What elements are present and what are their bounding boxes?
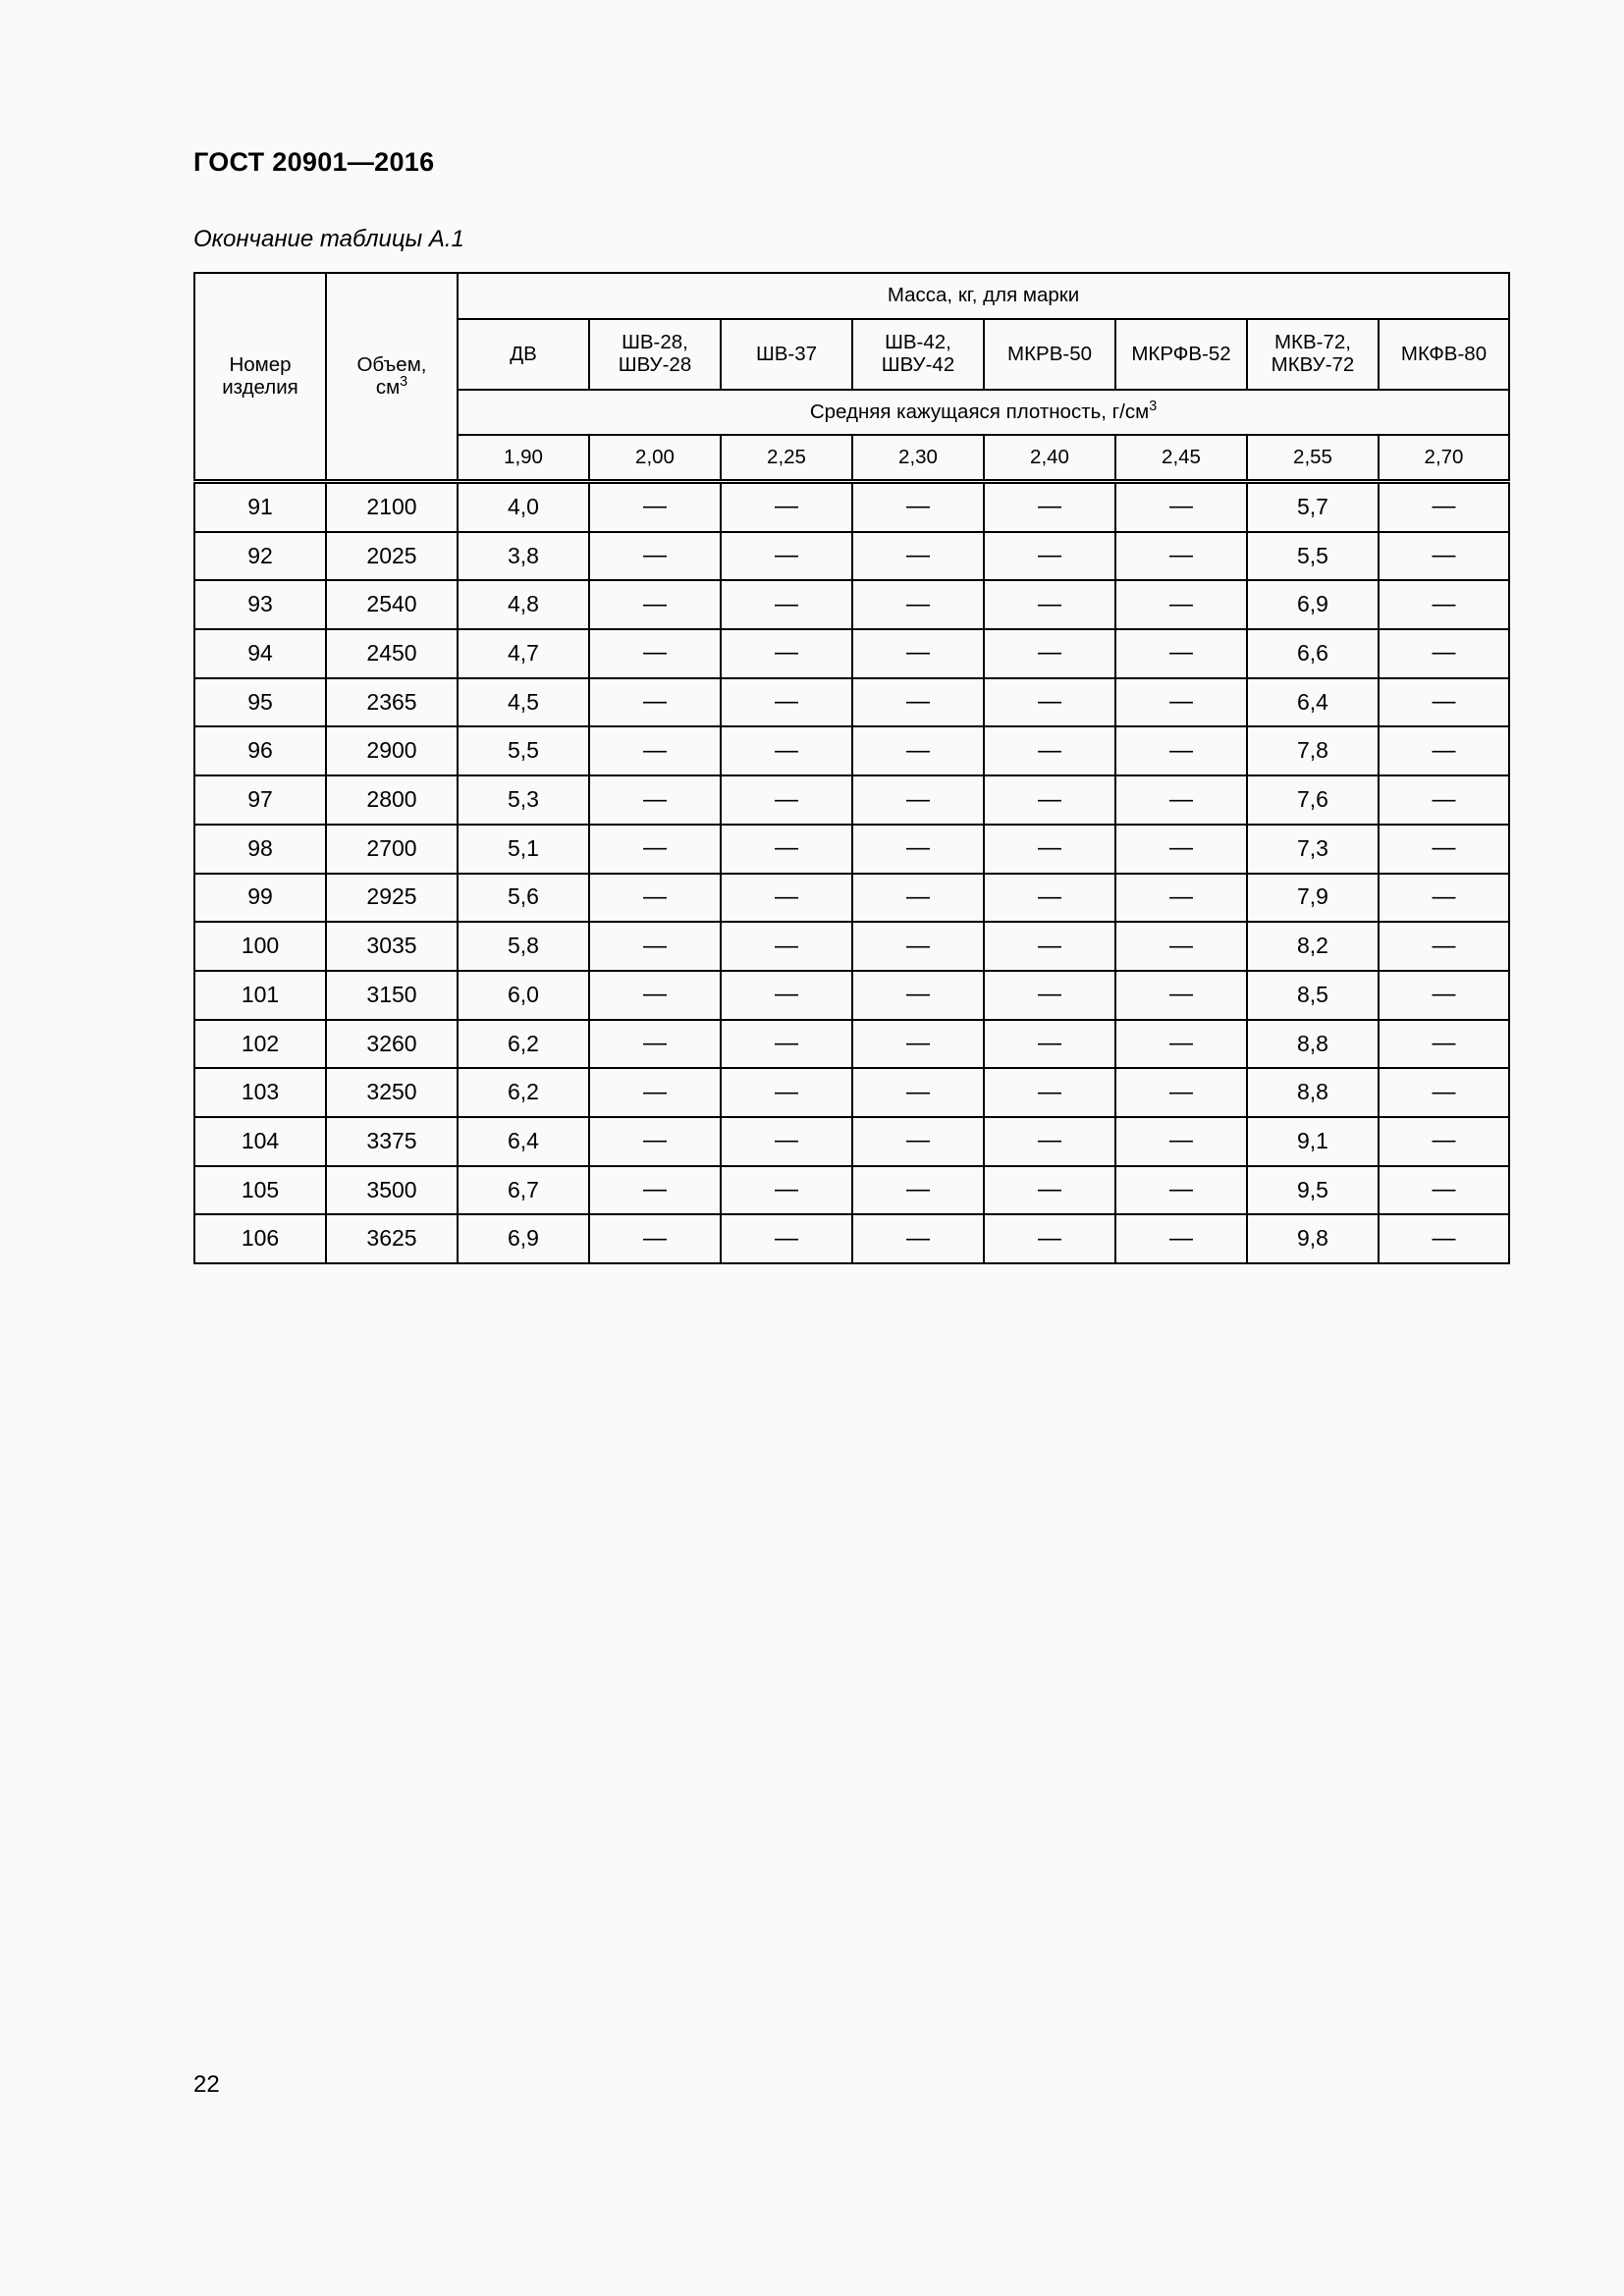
grade-header-cell: ШВ-28, ШВУ-28 — [589, 319, 721, 390]
table-cell: 105 — [194, 1166, 326, 1215]
table-cell: — — [721, 1166, 852, 1215]
table-cell: — — [589, 1068, 721, 1117]
density-cell: 2,55 — [1247, 435, 1379, 482]
table-row — [194, 874, 1509, 923]
table-cell: — — [852, 629, 984, 678]
table-cell: — — [589, 874, 721, 923]
table-cell: 6,9 — [458, 1214, 589, 1263]
table-cell: — — [1115, 1117, 1247, 1166]
table-cell: 98 — [194, 825, 326, 874]
table-cell: 4,7 — [458, 629, 589, 678]
table-cell: — — [984, 1117, 1115, 1166]
table-cell: — — [721, 922, 852, 971]
header-density-sup: 3 — [1149, 398, 1158, 414]
table-cell: 106 — [194, 1214, 326, 1263]
table-cell: 7,6 — [1247, 775, 1379, 825]
table-cell: 7,3 — [1247, 825, 1379, 874]
table-cell: 5,5 — [458, 726, 589, 775]
table-caption: Окончание таблицы А.1 — [193, 226, 464, 252]
table-cell: — — [1115, 874, 1247, 923]
table-cell: 92 — [194, 532, 326, 581]
table-cell: — — [1379, 971, 1509, 1020]
table-cell: 8,5 — [1247, 971, 1379, 1020]
table-cell: 3250 — [326, 1068, 458, 1117]
table-row — [194, 775, 1509, 825]
table-cell: — — [984, 825, 1115, 874]
table-cell: — — [984, 482, 1115, 532]
table-cell: — — [852, 1166, 984, 1215]
table-cell: — — [984, 874, 1115, 923]
table-cell: — — [1115, 775, 1247, 825]
table-cell: — — [984, 629, 1115, 678]
table-cell: 103 — [194, 1068, 326, 1117]
table-cell: 5,5 — [1247, 532, 1379, 581]
table-row — [194, 825, 1509, 874]
table-cell: — — [589, 726, 721, 775]
density-cell: 2,40 — [984, 435, 1115, 482]
grade-header-cell: МКРВ-50 — [984, 319, 1115, 390]
table-cell: 93 — [194, 580, 326, 629]
table-cell: — — [589, 1166, 721, 1215]
table-cell: — — [984, 726, 1115, 775]
table-cell: 95 — [194, 678, 326, 727]
table-cell: 99 — [194, 874, 326, 923]
table-cell: — — [1115, 1166, 1247, 1215]
table-cell: — — [721, 1214, 852, 1263]
table-cell: 2450 — [326, 629, 458, 678]
document-code: ГОСТ 20901—2016 — [193, 147, 435, 177]
table-cell: — — [1115, 629, 1247, 678]
table-cell: — — [1379, 532, 1509, 581]
table-cell: 4,0 — [458, 482, 589, 532]
table-cell: — — [721, 726, 852, 775]
grade-header-cell: МКВ-72, МКВУ-72 — [1247, 319, 1379, 390]
table-cell: 8,2 — [1247, 922, 1379, 971]
table-cell: — — [984, 1166, 1115, 1215]
table-cell: — — [721, 874, 852, 923]
table-cell: — — [1379, 1214, 1509, 1263]
table-cell: 4,5 — [458, 678, 589, 727]
table-cell: — — [721, 1020, 852, 1069]
table-cell: — — [589, 532, 721, 581]
table-cell: 3,8 — [458, 532, 589, 581]
table-cell: — — [721, 678, 852, 727]
table-cell: — — [1115, 532, 1247, 581]
table-cell: — — [1115, 825, 1247, 874]
table-cell: — — [721, 825, 852, 874]
table-cell: 6,4 — [458, 1117, 589, 1166]
table-cell: — — [1115, 971, 1247, 1020]
table-cell: — — [1379, 825, 1509, 874]
table-cell: — — [721, 1117, 852, 1166]
grade-header-cell: МКРФВ-52 — [1115, 319, 1247, 390]
table-cell: — — [1379, 726, 1509, 775]
table-cell: — — [721, 482, 852, 532]
table-cell: — — [721, 629, 852, 678]
table-cell: 5,7 — [1247, 482, 1379, 532]
table-cell: 3625 — [326, 1214, 458, 1263]
table-cell: 6,2 — [458, 1020, 589, 1069]
table-cell: — — [1379, 482, 1509, 532]
table-cell: 8,8 — [1247, 1068, 1379, 1117]
table-body — [194, 482, 1509, 1264]
grade-header-cell: ДВ — [458, 319, 589, 390]
table-cell: — — [852, 874, 984, 923]
table-cell: 2800 — [326, 775, 458, 825]
table-cell: 3260 — [326, 1020, 458, 1069]
table-cell: — — [1115, 922, 1247, 971]
table-cell: — — [984, 580, 1115, 629]
table-cell: 91 — [194, 482, 326, 532]
table-cell: — — [1115, 678, 1247, 727]
table-row — [194, 1166, 1509, 1215]
table-cell: 2365 — [326, 678, 458, 727]
table-cell: 7,8 — [1247, 726, 1379, 775]
table-cell: — — [852, 775, 984, 825]
table-cell: — — [589, 1117, 721, 1166]
table-cell: — — [1115, 1068, 1247, 1117]
header-volume-label: Объем, — [356, 352, 427, 376]
table-cell: — — [852, 580, 984, 629]
header-density-label: Средняя кажущаяся плотность, г/см — [809, 400, 1150, 423]
table-row — [194, 1214, 1509, 1263]
table-cell: — — [1379, 1068, 1509, 1117]
table-cell: 6,9 — [1247, 580, 1379, 629]
table-cell: — — [984, 1214, 1115, 1263]
table-cell: — — [852, 678, 984, 727]
mass-table — [193, 272, 1510, 1264]
table-cell: 2540 — [326, 580, 458, 629]
table-cell: 5,8 — [458, 922, 589, 971]
table-cell: — — [984, 678, 1115, 727]
density-cell: 1,90 — [458, 435, 589, 482]
table-cell: — — [589, 922, 721, 971]
table-cell: 104 — [194, 1117, 326, 1166]
table-cell: — — [1379, 1020, 1509, 1069]
table-cell: 6,6 — [1247, 629, 1379, 678]
table-cell: — — [852, 482, 984, 532]
header-volume — [326, 273, 458, 482]
table-cell: — — [1379, 1117, 1509, 1166]
table-cell: — — [589, 1214, 721, 1263]
header-volume-unit-sup: 3 — [400, 373, 408, 390]
table-cell: 101 — [194, 971, 326, 1020]
table-cell: 4,8 — [458, 580, 589, 629]
table-cell: 5,6 — [458, 874, 589, 923]
table-cell: — — [852, 1068, 984, 1117]
table-row — [194, 971, 1509, 1020]
table-cell: 100 — [194, 922, 326, 971]
table-row — [194, 532, 1509, 581]
table-cell: — — [852, 1117, 984, 1166]
table-row — [194, 678, 1509, 727]
table-cell: 97 — [194, 775, 326, 825]
table-cell: — — [589, 775, 721, 825]
table-cell: 2925 — [326, 874, 458, 923]
table-row — [194, 726, 1509, 775]
table-cell: — — [852, 532, 984, 581]
table-cell: 2700 — [326, 825, 458, 874]
table-cell: — — [721, 1068, 852, 1117]
table-cell: 102 — [194, 1020, 326, 1069]
table-cell: — — [1115, 1214, 1247, 1263]
table-cell: 7,9 — [1247, 874, 1379, 923]
table-cell: 5,3 — [458, 775, 589, 825]
density-cell: 2,70 — [1379, 435, 1509, 482]
table-row — [194, 580, 1509, 629]
table-cell: — — [589, 629, 721, 678]
table-cell: 96 — [194, 726, 326, 775]
table-cell: 9,5 — [1247, 1166, 1379, 1215]
table-cell: — — [589, 482, 721, 532]
header-volume-unit: см — [375, 375, 401, 399]
table-row — [194, 1117, 1509, 1166]
table-cell: — — [984, 922, 1115, 971]
table-row — [194, 482, 1509, 532]
table-cell: — — [1115, 1020, 1247, 1069]
table-cell: — — [1115, 482, 1247, 532]
table-cell: 6,0 — [458, 971, 589, 1020]
table-row — [194, 922, 1509, 971]
density-cell: 2,30 — [852, 435, 984, 482]
table-row — [194, 1068, 1509, 1117]
table-cell: — — [1379, 580, 1509, 629]
grade-header-cell: МКФВ-80 — [1379, 319, 1509, 390]
table-cell: — — [721, 971, 852, 1020]
table-cell: — — [984, 1068, 1115, 1117]
page-number: 22 — [193, 2071, 220, 2098]
table-cell: 9,1 — [1247, 1117, 1379, 1166]
header-mass: Масса, кг, для марки — [458, 273, 1509, 319]
table-cell: — — [1379, 629, 1509, 678]
table-cell: 9,8 — [1247, 1214, 1379, 1263]
header-density — [458, 390, 1509, 435]
table-cell: 3375 — [326, 1117, 458, 1166]
table-cell: — — [589, 971, 721, 1020]
table-cell: — — [589, 678, 721, 727]
table-header — [194, 273, 1509, 482]
table-cell: 6,7 — [458, 1166, 589, 1215]
density-cell: 2,00 — [589, 435, 721, 482]
table-cell: — — [1115, 726, 1247, 775]
table-cell: 3035 — [326, 922, 458, 971]
table-cell: — — [1379, 775, 1509, 825]
table-cell: 6,2 — [458, 1068, 589, 1117]
table-cell: — — [1115, 580, 1247, 629]
table-cell: — — [852, 922, 984, 971]
table-cell: 2900 — [326, 726, 458, 775]
table-cell: 3500 — [326, 1166, 458, 1215]
table-cell: — — [852, 971, 984, 1020]
density-cell: 2,25 — [721, 435, 852, 482]
table-cell: 6,4 — [1247, 678, 1379, 727]
table-cell: 2100 — [326, 482, 458, 532]
table-cell: 94 — [194, 629, 326, 678]
table-cell: — — [1379, 874, 1509, 923]
table-cell: — — [1379, 1166, 1509, 1215]
table-cell: — — [589, 825, 721, 874]
table-cell: — — [852, 1020, 984, 1069]
grade-header-cell: ШВ-37 — [721, 319, 852, 390]
table-cell: 8,8 — [1247, 1020, 1379, 1069]
table-cell: 2025 — [326, 532, 458, 581]
table-cell: — — [984, 971, 1115, 1020]
table-cell: — — [589, 580, 721, 629]
table-cell: — — [1379, 678, 1509, 727]
density-cell: 2,45 — [1115, 435, 1247, 482]
table-row — [194, 1020, 1509, 1069]
table-cell: — — [721, 580, 852, 629]
table-cell: — — [984, 775, 1115, 825]
table-cell: 5,1 — [458, 825, 589, 874]
table-cell: 3150 — [326, 971, 458, 1020]
table-cell: — — [721, 775, 852, 825]
table-cell: — — [984, 532, 1115, 581]
table-row — [194, 629, 1509, 678]
grade-header-cell: ШВ-42, ШВУ-42 — [852, 319, 984, 390]
table-cell: — — [589, 1020, 721, 1069]
header-item-number: Номер изделия — [194, 273, 326, 482]
table-cell: — — [852, 1214, 984, 1263]
table-cell: — — [1379, 922, 1509, 971]
table-cell: — — [984, 1020, 1115, 1069]
table-cell: — — [721, 532, 852, 581]
table-cell: — — [852, 825, 984, 874]
table-cell: — — [852, 726, 984, 775]
